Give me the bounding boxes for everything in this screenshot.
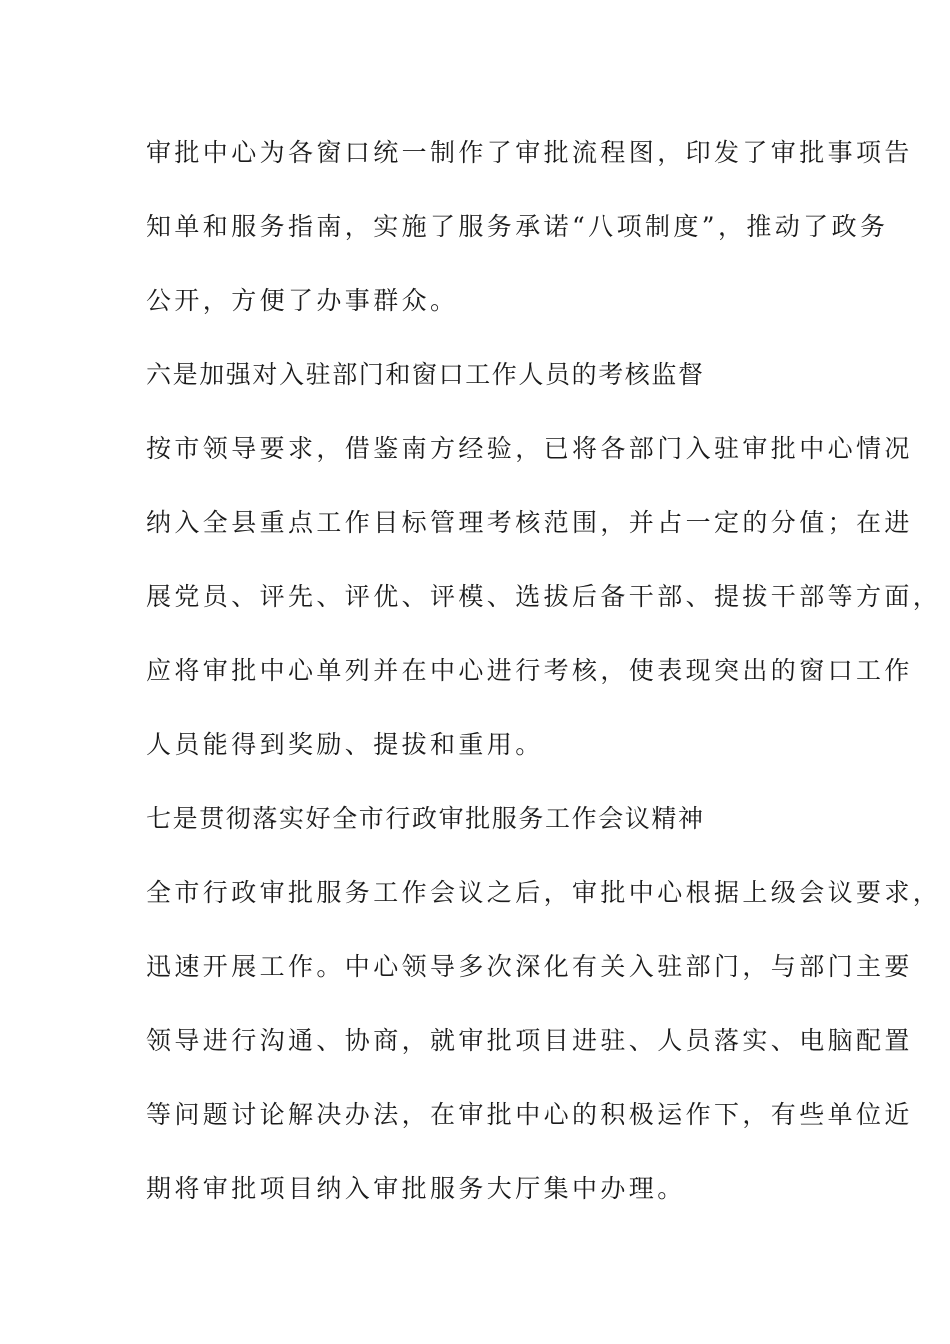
paragraph-1-line-1: 审批中心为各窗口统一制作了审批流程图，印发了审批事项告 — [146, 138, 913, 167]
paragraph-1-line-2: 知单和服务指南，实施了服务承诺“八项制度”，推动了政务 — [146, 212, 889, 241]
heading-section-7: 七是贯彻落实好全市行政审批服务工作会议精神 — [146, 804, 705, 833]
paragraph-7-line-5: 期将审批项目纳入审批服务大厅集中办理。 — [146, 1174, 686, 1203]
paragraph-6-line-3: 展党员、评先、评优、评模、选拔后备干部、提拔干部等方面， — [146, 582, 942, 611]
heading-section-6: 六是加强对入驻部门和窗口工作人员的考核监督 — [146, 360, 705, 389]
paragraph-7-line-4: 等问题讨论解决办法，在审批中心的积极运作下，有些单位近 — [146, 1100, 913, 1129]
paragraph-7-line-3: 领导进行沟通、协商，就审批项目进驻、人员落实、电脑配置 — [146, 1026, 913, 1055]
paragraph-1-line-3: 公开，方便了办事群众。 — [146, 286, 459, 315]
paragraph-7-line-2: 迅速开展工作。中心领导多次深化有关入驻部门，与部门主要 — [146, 952, 913, 981]
paragraph-6-line-4: 应将审批中心单列并在中心进行考核，使表现突出的窗口工作 — [146, 656, 913, 685]
paragraph-7-line-1: 全市行政审批服务工作会议之后，审批中心根据上级会议要求， — [146, 878, 942, 907]
paragraph-6-line-2: 纳入全县重点工作目标管理考核范围，并占一定的分值；在进 — [146, 508, 913, 537]
paragraph-6-line-5: 人员能得到奖励、提拔和重用。 — [146, 730, 544, 759]
paragraph-6-line-1: 按市领导要求，借鉴南方经验，已将各部门入驻审批中心情况 — [146, 434, 913, 463]
